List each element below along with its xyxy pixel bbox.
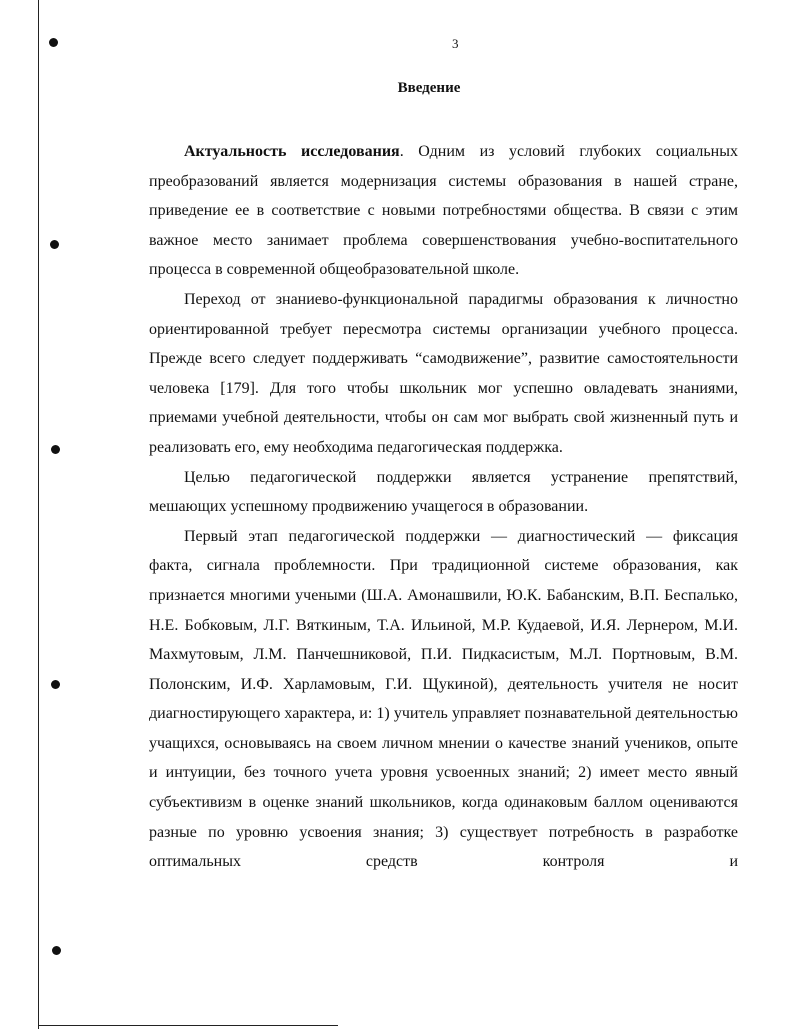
paragraph-goal: Целью педагогической поддержки является устранение препятствий, мешающих успешному продвижению учащегося в образовании. bbox=[149, 468, 738, 516]
binding-dot bbox=[50, 240, 59, 249]
paragraph-relevance bbox=[149, 137, 738, 285]
page-number: 3 bbox=[452, 36, 459, 51]
bottom-edge-line bbox=[38, 1025, 338, 1026]
binding-dot bbox=[52, 946, 61, 955]
paragraph-text: . Одним из условий глубоких социальных преобразований является модернизация системы образования в нашей стране, приведение ее в соответствие с новыми потребностями общества. В связи с этим важное место занимает проблема совершенствования учебно-воспитательного процесса в современной общеобразовательной школе. bbox=[149, 143, 738, 279]
document-body bbox=[149, 137, 738, 877]
paragraph-transition: Переход от знаниево-функциональной парадигмы образования к личностно ориентированной требует пересмотра системы организации учебного процесса. Прежде всего следует поддерживать “самодвижение”, развитие самостоятельности человека [179]. Для того чтобы школьник мог успешно овладевать знаниями, приемами учебной деятельности, чтобы он сам мог выбрать свой жизненный путь и реализовать его, ему необходима педагогическая поддержка. bbox=[149, 290, 738, 456]
relevance-lead: Актуальность исследования bbox=[184, 143, 400, 160]
binding-dot bbox=[51, 680, 60, 689]
binding-dot bbox=[49, 38, 58, 47]
left-edge-line bbox=[38, 0, 39, 1029]
section-heading: Введение bbox=[397, 80, 461, 96]
paragraph-first-stage: Первый этап педагогической поддержки — диагностический — фиксация факта, сигнала проблемности. При традиционной системе образования, как признается многими учеными (Ш.А. Амонашвили, Ю.К. Бабанским, В.П. Беспалько, Н.Е. Бобковым, Л.Г. Вяткиным, Т.А. Ильиной, М.Р. Кудаевой, И.Я. Лернером, М.И. Махмутовым, Л.М. Панчешниковой, П.И. Пидкасистым, М.Л. Портновым, В.М. Полонским, И.Ф. Харламовым, Г.И. Щукиной), деятельность учителя не носит диагностирующего характера, и: 1) учитель управляет познавательной деятельностью учащихся, основываясь на своем личном мнении о качестве знаний учеников, опыте и интуиции, без точного учета уровня усвоенных знаний; 2) имеет место явный субъективизм в оценке знаний школьников, когда одинаковым баллом оцениваются разные по уровню усвоения знания; 3) существует потребность в разработке оптимальных средств контроля и bbox=[149, 527, 738, 871]
binding-dot bbox=[51, 445, 60, 454]
